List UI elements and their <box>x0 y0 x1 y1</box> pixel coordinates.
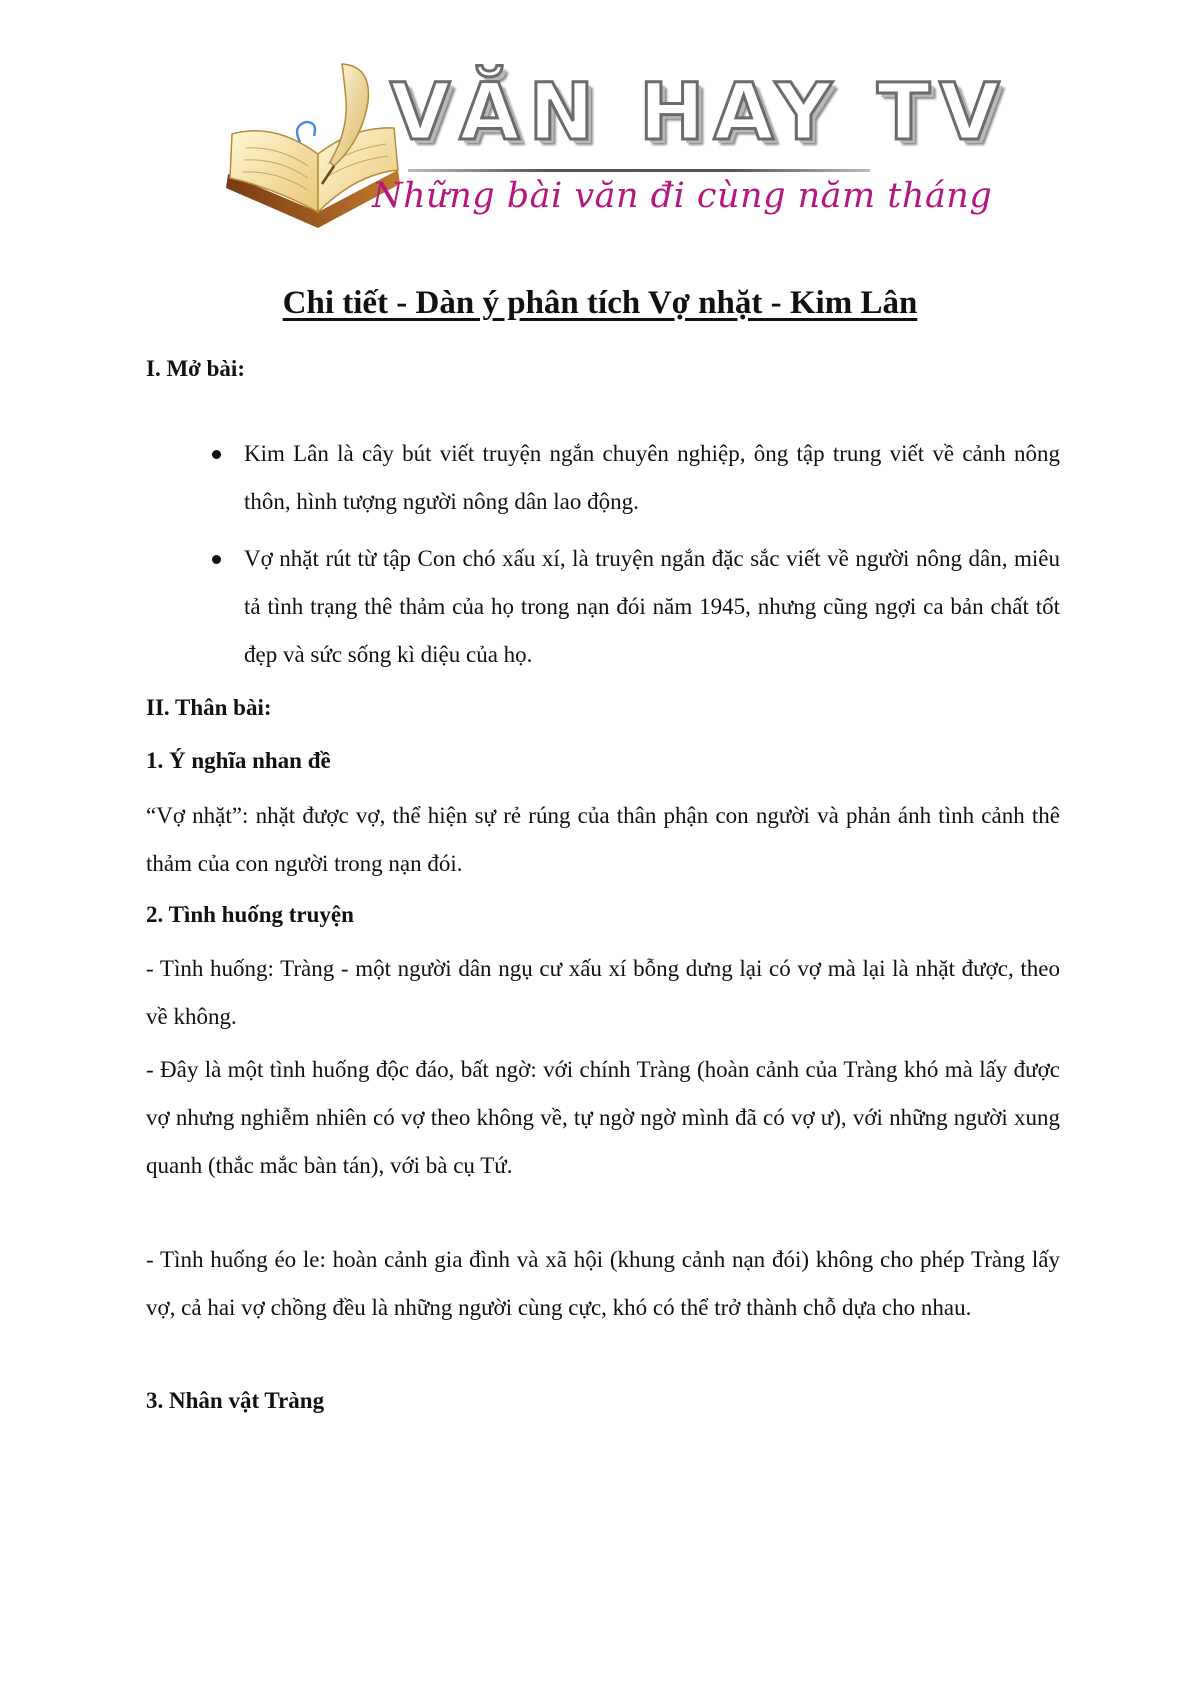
list-item-text: Kim Lân là cây bút viết truyện ngắn chuyên nghiệp, ông tập trung viết về cảnh nông thôn, hình tượng người nông dân lao động. <box>244 441 1060 514</box>
bullet-icon <box>212 450 221 459</box>
section-heading-body: II. Thân bài: <box>146 695 272 720</box>
intro-bullet-list <box>244 430 1060 688</box>
paragraph: - Đây là một tình huống độc đáo, bất ngờ: với chính Tràng (hoàn cảnh của Tràng khó mà lấy được vợ nhưng nghiễm nhiên có vợ theo không về, tự ngờ ngờ mình đã có vợ ư), với những người xung quanh (thắc mắc bàn tán), với bà cụ Tứ. <box>146 1057 1060 1178</box>
document-title: Chi tiết - Dàn ý phân tích Vợ nhặt - Kim Lân <box>282 285 918 321</box>
bullet-icon <box>212 555 221 564</box>
list-item <box>244 535 1060 679</box>
paragraph: “Vợ nhặt”: nhặt được vợ, thể hiện sự rẻ rúng của thân phận con người và phản ánh tình cảnh thê thảm của con người trong nạn đói. <box>146 803 1060 876</box>
logo-underline <box>408 169 870 172</box>
subsection-heading-title-meaning: 1. Ý nghĩa nhan đề <box>146 748 331 773</box>
list-item <box>244 430 1060 526</box>
section-heading-intro: I. Mở bài: <box>146 356 245 381</box>
logo-slogan: Những bài văn đi cùng năm tháng <box>372 176 993 216</box>
subsection-heading-trang-character: 3. Nhân vật Tràng <box>146 1388 325 1413</box>
site-logo <box>222 62 1009 234</box>
logo-title: VĂN HAY TV <box>390 68 1009 158</box>
paragraph: - Tình huống éo le: hoàn cảnh gia đình và xã hội (khung cảnh nạn đói) không cho phép Tràng lấy vợ, cả hai vợ chồng đều là những người cùng cực, khó có thể trở thành chỗ dựa cho nhau. <box>146 1247 1060 1320</box>
list-item-text: Vợ nhặt rút từ tập Con chó xấu xí, là truyện ngắn đặc sắc viết về người nông dân, miêu tả tình trạng thê thảm của họ trong nạn đói năm 1945, nhưng cũng ngợi ca bản chất tốt đẹp và sức sống kì diệu của họ. <box>244 546 1060 667</box>
subsection-heading-story-situation: 2. Tình huống truyện <box>146 902 354 927</box>
paragraph: - Tình huống: Tràng - một người dân ngụ cư xấu xí bỗng dưng lại có vợ mà lại là nhặt được, theo về không. <box>146 956 1060 1029</box>
